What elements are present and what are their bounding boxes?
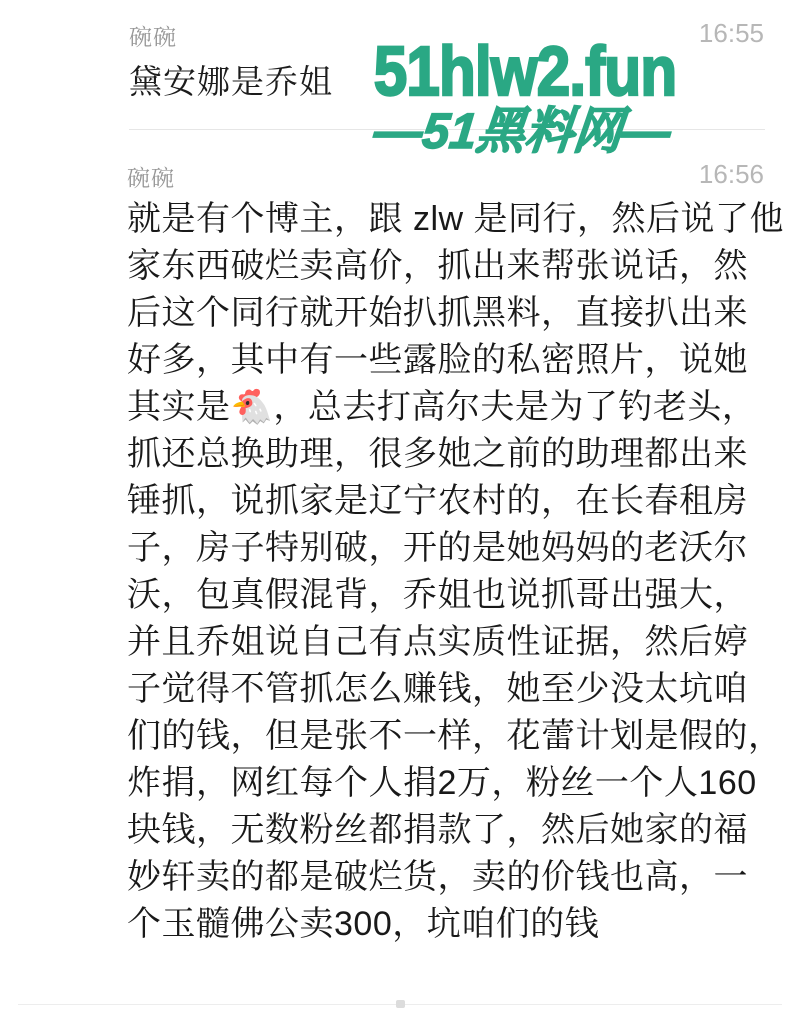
divider-notch [396, 1000, 405, 1008]
message-line: 沃，包真假混背，乔姐也说抓哥出强大， [127, 576, 748, 614]
message-line: 子，房子特别破，开的是她妈妈的老沃尔 [127, 529, 748, 567]
message-line: 妙轩卖的都是破烂货，卖的价钱也高，一 [127, 858, 748, 896]
message-line: 们的钱，但是张不一样，花蕾计划是假的， [127, 717, 783, 755]
author-name[interactable]: 碗碗 [129, 24, 177, 50]
message-line: 就是有个博主，跟 zlw 是同行，然后说了他 [127, 200, 784, 238]
message-line: 锤抓，说抓家是辽宁农村的，在长春租房 [127, 482, 748, 520]
watermark-site-name: —51黑料网— [371, 103, 674, 159]
message-line: 并且乔姐说自己有点实质性证据，然后婷 [127, 623, 748, 661]
message-line: 块钱，无数粉丝都捐款了，然后她家的福 [127, 811, 748, 849]
message-line: 家东西破烂卖高价，抓出来帮张说话，然 [127, 247, 748, 285]
message-line: 抓还总换助理，很多她之前的助理都出来 [127, 435, 748, 473]
divider [129, 129, 765, 130]
timestamp: 16:56 [698, 159, 764, 189]
message-text[interactable]: 黛安娜是乔姐 [129, 63, 333, 100]
message-line: 子觉得不管抓怎么赚钱，她至少没太坑咱 [127, 670, 748, 708]
message-line: 炸捐，网红每个人捐2万，粉丝一个人160 [127, 764, 757, 802]
message-line: 个玉髓佛公卖300，坑咱们的钱 [127, 905, 600, 943]
message-body[interactable] [127, 196, 784, 948]
timestamp: 16:55 [698, 18, 764, 48]
message-line: 好多，其中有一些露脸的私密照片，说她 [127, 341, 748, 379]
author-name[interactable]: 碗碗 [127, 165, 175, 191]
message-line: 其实是🐔，总去打高尔夫是为了钓老头， [127, 388, 757, 426]
message-line: 后这个同行就开始扒抓黑料，直接扒出来 [127, 294, 748, 332]
watermark-url: 51hlw2.fun [373, 32, 677, 110]
